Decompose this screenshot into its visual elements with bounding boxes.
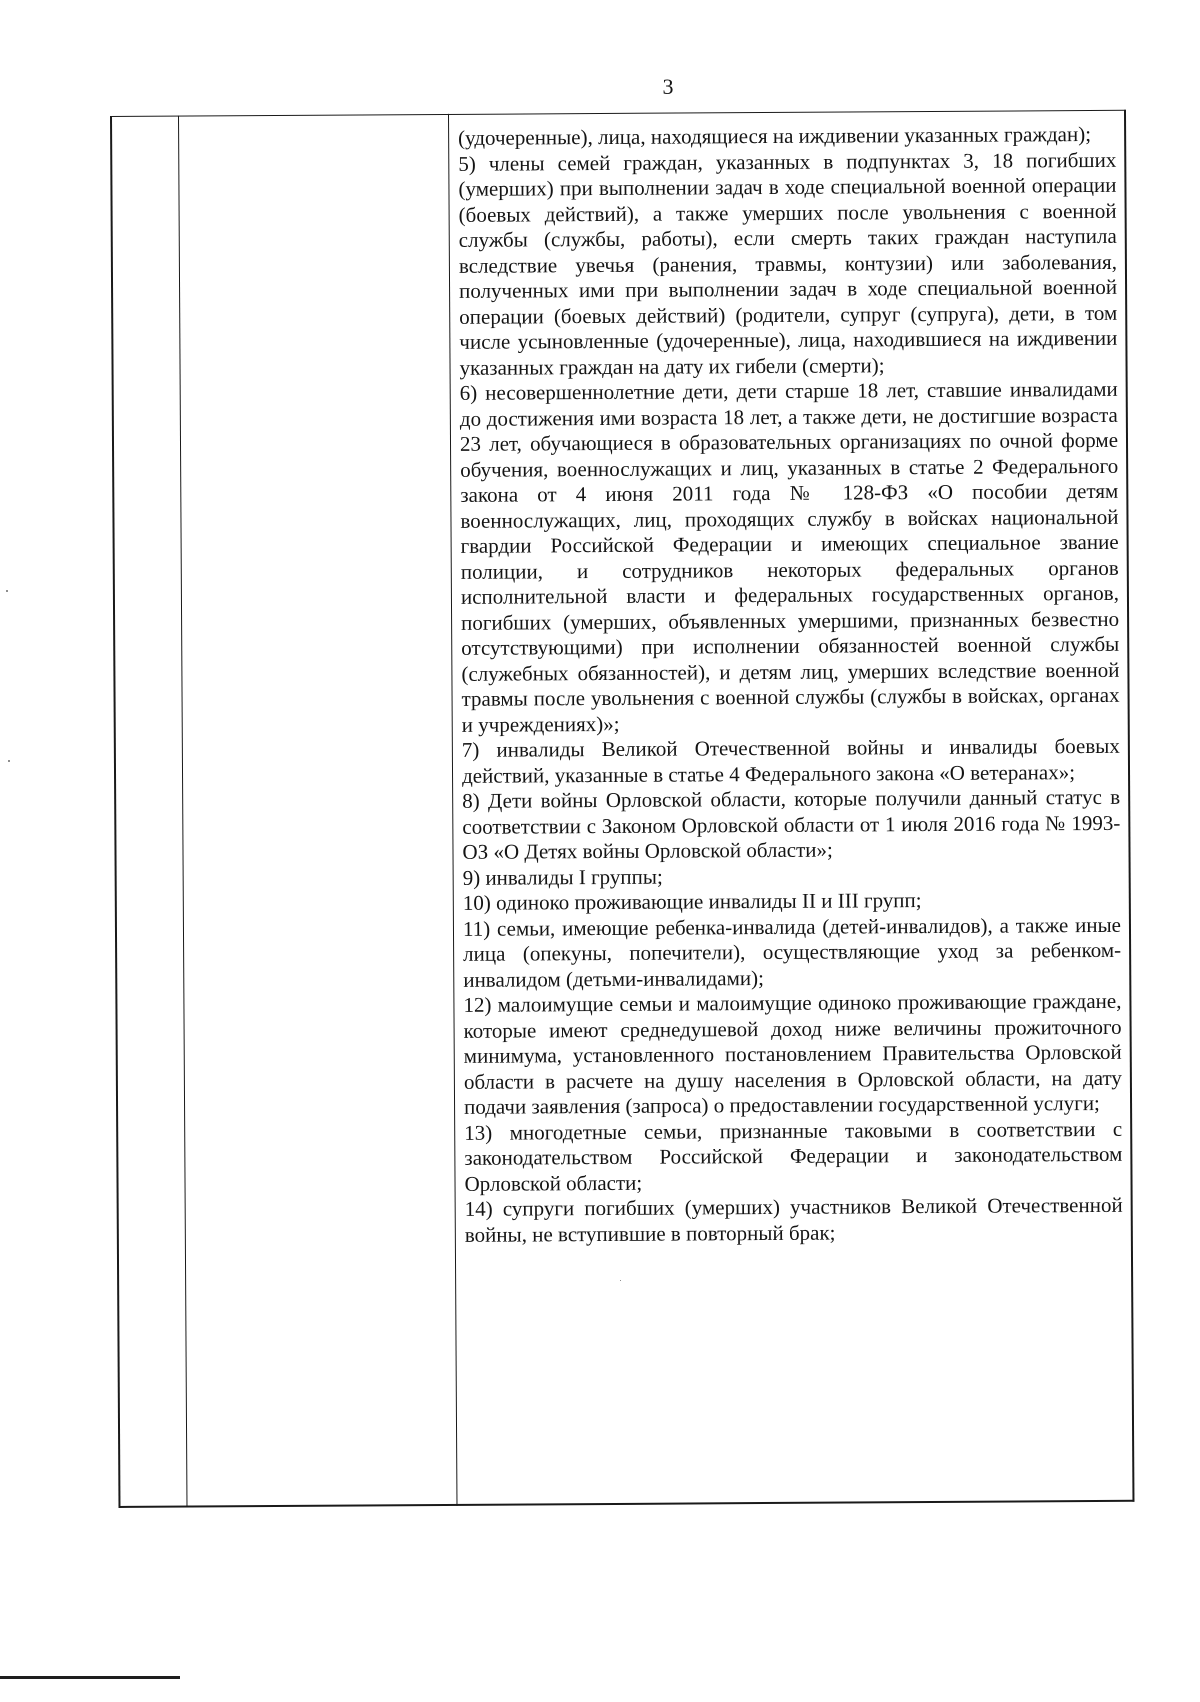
page-number: 3 [662, 74, 674, 99]
list-item-13: 13) многодетные семьи, признанные таковыми в соответствии с законодательством Российской Федерации и законодательством Орловской области; [464, 1116, 1123, 1196]
footer-rule [0, 1676, 180, 1679]
document-table [110, 110, 1134, 1508]
scan-speck [8, 760, 10, 762]
list-item-14: 14) супруги погибших (умерших) участников Великой Отечественной войны, не вступившие в повторный брак; [464, 1192, 1123, 1247]
scan-speck [6, 590, 8, 592]
list-item-9: 9) инвалиды I группы; [462, 864, 663, 890]
list-item-5: 5) члены семей граждан, указанных в подпунктах 3, 18 погибших (умерших) при выполнении задач в ходе специальной военной операции (боевых действий), а также умерших после увольнения с военной службы (службы, работы), если смерть таких граждан наступила вследствие увечья (ранения, травмы, контузии) или заболевания, полученных ими при выполнении задач в ходе специальной военной операции (боевых действий) (родители, супруг (супруга), дети, в том числе усыновленные (удочеренные), лица, находившиеся на иждивении указанных граждан на дату их гибели (смерти); [458, 147, 1118, 380]
list-item-12: 12) малоимущие семьи и малоимущие одиноко проживающие граждане, которые имеют среднедушевой доход ниже величины прожиточного минимума, установленного постановлением Правительства Орловской области в расчете на душу населения в Орловской области, на дату подачи заявления (запроса) о предоставлении государственной услуги; [463, 988, 1122, 1119]
table-text-cell [458, 122, 1123, 1248]
list-item-6: 6) несовершеннолетние дети, дети старше 18 лет, ставшие инвалидами до достижения ими возраста 18 лет, а также дети, не достигшие возраста 23 лет, обучающиеся в образовательных организациях по очной форме обучения, военнослужащих и лиц, указанных в статье 2 Федерального закона от 4 июня 2011 года № 128-ФЗ «О пособии детям военнослужащих, лиц, проходящих службу в войсках национальной гвардии Российской Федерации и имеющих специальное звание полиции, и сотрудников некоторых федеральных органов исполнительной власти и федеральных государственных органов, погибших (умерших, объявленных умершими, признанных безвестно отсутствующими) при исполнении обязанностей военной службы (служебных обязанностей), и детям лиц, умерших вследствие военной травмы после увольнения с военной службы (службы в войсках, органах и учреждениях)»; [459, 376, 1120, 737]
list-item-11: 11) семьи, имеющие ребенка-инвалида (детей-инвалидов), а также иные лица (опекуны, попечители), осуществляющие уход за ребенком-инвалидом (детьми-инвалидами); [462, 912, 1122, 992]
paragraph-continuation: (удочеренные), лица, находящиеся на иждивении указанных граждан); [458, 122, 1092, 150]
scan-speck [620, 1280, 621, 1281]
list-item-7: 7) инвалиды Великой Отечественной войны и инвалиды боевых действий, указанные в статье 4 Федерального закона «О ветеранах»; [461, 733, 1120, 788]
list-item-8: 8) Дети войны Орловской области, которые получили данный статус в соответствии с Законом Орловской области от 1 июля 2016 года № 1993-ОЗ «О Детях войны Орловской области»; [462, 784, 1121, 864]
list-item-10: 10) одиноко проживающие инвалиды II и III групп; [462, 888, 922, 915]
